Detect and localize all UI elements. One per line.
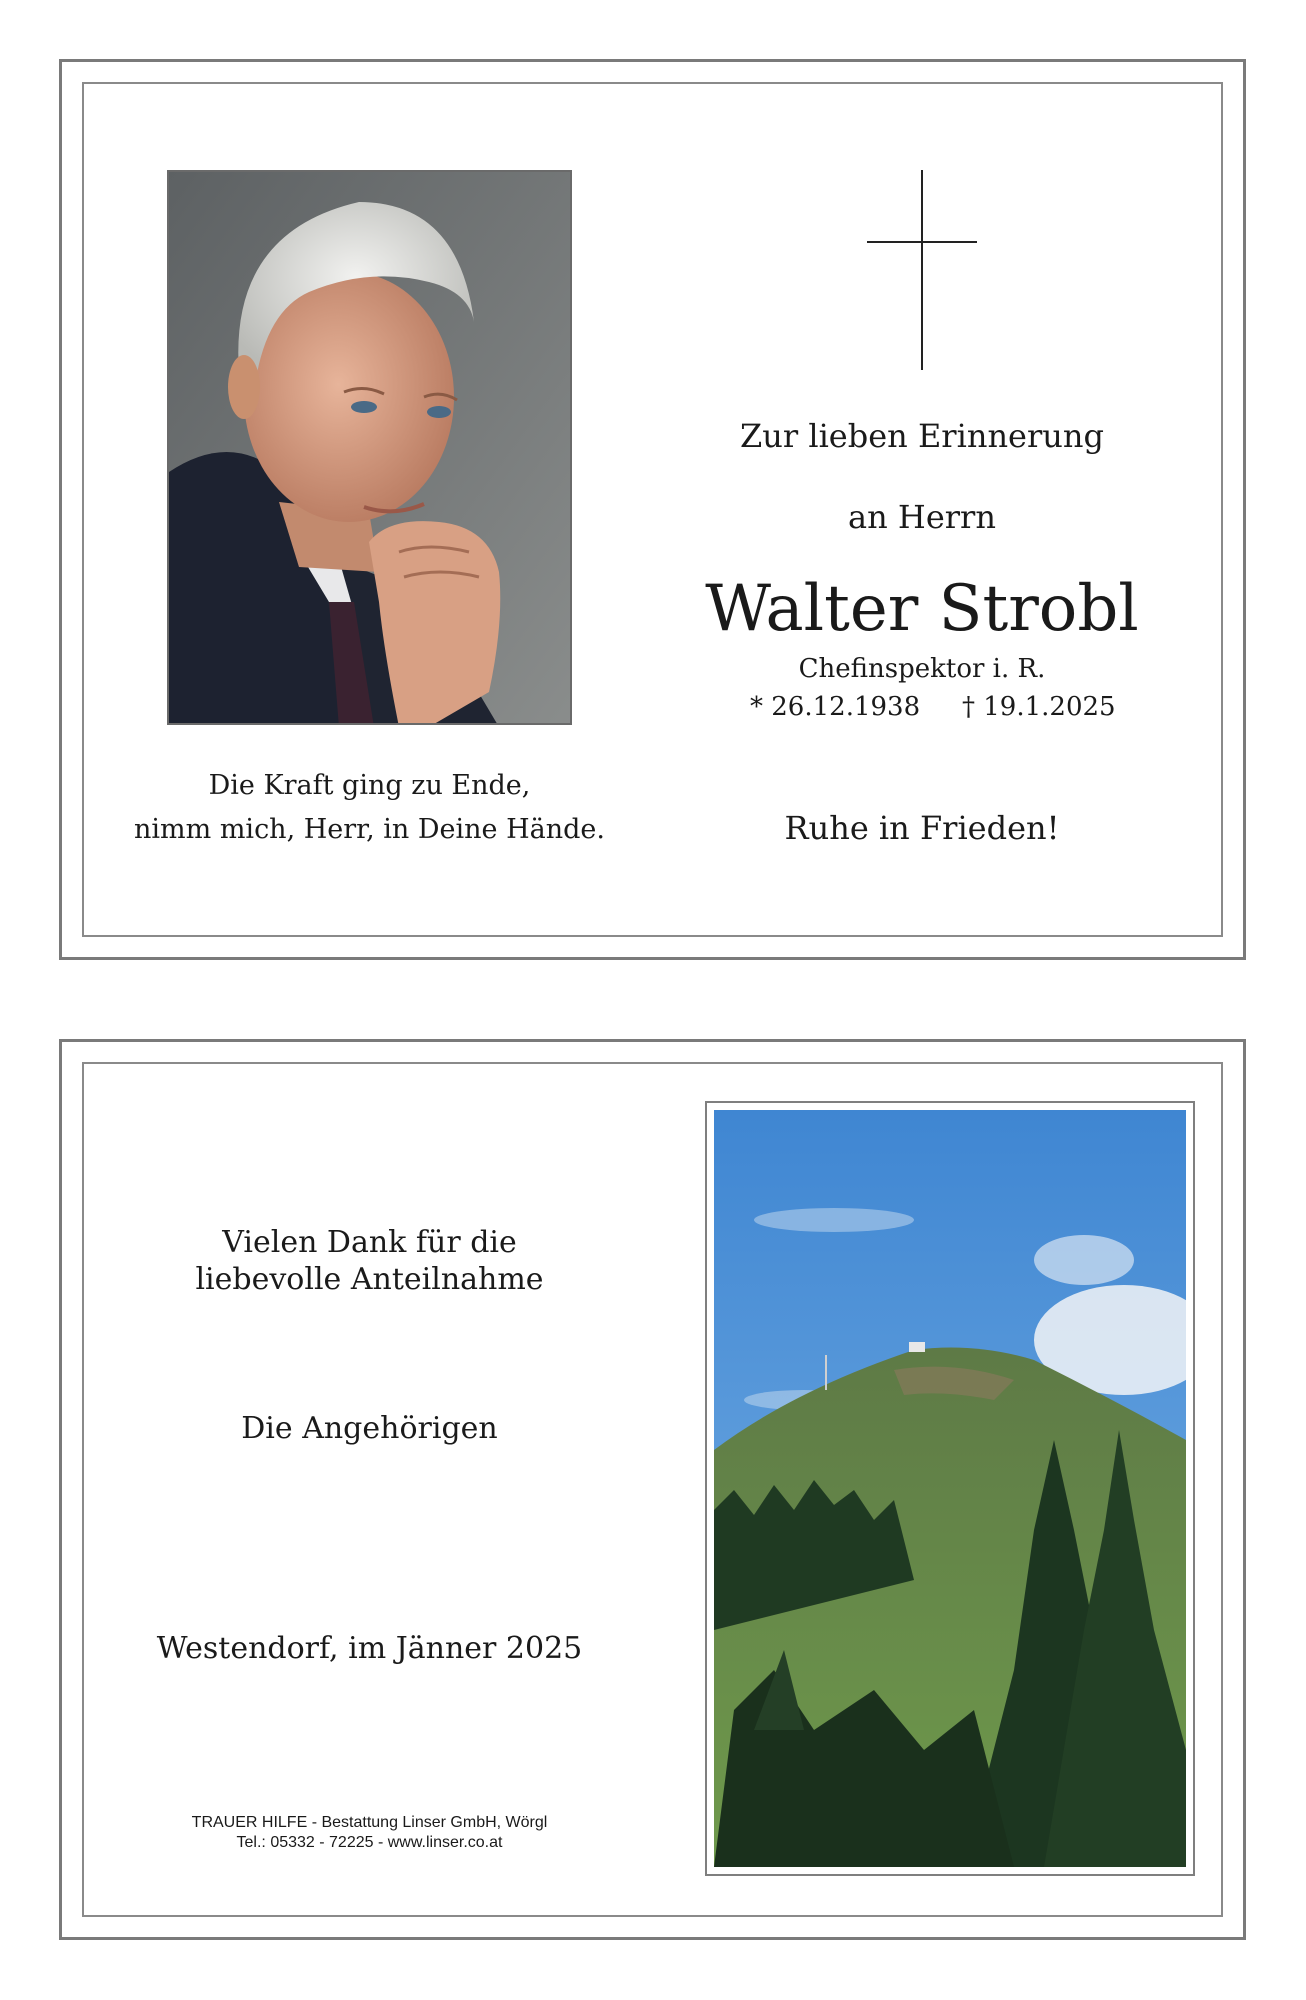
death-date: † 19.1.2025 [962,692,1116,722]
memorial-card-back [59,1039,1246,1940]
undertaker-line-2: Tel.: 05332 - 72225 - www.linser.co.at [236,1834,503,1851]
undertaker-line-1: TRAUER HILFE - Bestattung Linser GmbH, Wörgl [191,1814,548,1831]
farewell-text: Ruhe in Frieden! [784,809,1060,847]
thanks-line-1: Vielen Dank für die [222,1225,517,1260]
thanks-line-2: liebevolle Anteilnahme [195,1262,544,1297]
landscape-photo-frame [705,1101,1195,1876]
verse-line-1: Die Kraft ging zu Ende, [208,770,531,801]
deceased-title: Chefinspektor i. R. [798,654,1046,684]
cross-icon [867,170,977,370]
memorial-heading: Zur lieben Erinnerung [740,417,1104,455]
place-date: Westendorf, im Jänner 2025 [156,1631,583,1666]
portrait-photo [167,170,572,725]
family-signature: Die Angehörigen [241,1411,498,1446]
deceased-name: Walter Strobl [705,572,1139,646]
salutation: an Herrn [848,498,996,536]
mountain-landscape-photo [714,1110,1186,1867]
memorial-card-front [59,59,1246,960]
birth-date: * 26.12.1938 [750,692,921,722]
verse-line-2: nimm mich, Herr, in Deine Hände. [134,814,605,845]
